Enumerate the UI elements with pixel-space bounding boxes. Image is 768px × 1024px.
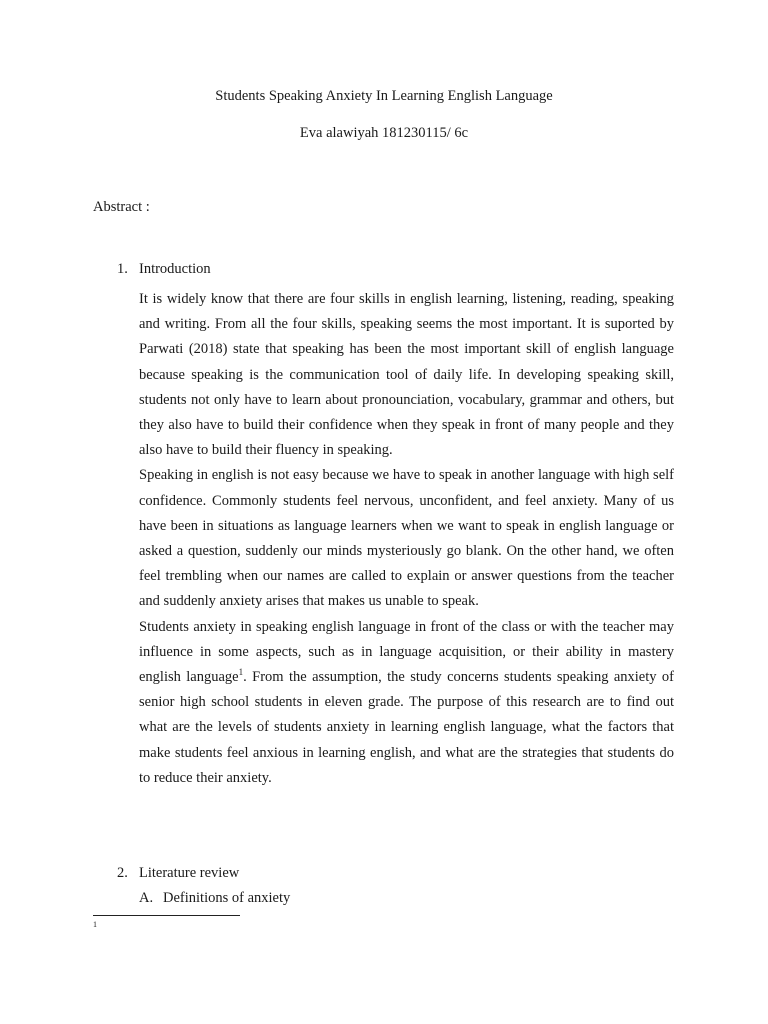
footnote-separator: [93, 915, 240, 916]
document-title: Students Speaking Anxiety In Learning English Language: [215, 88, 553, 104]
paragraph-text: Students anxiety in speaking english language in front of the class or with the teacher may influence in some aspects, such as in language acquisition, or their ability in mastery english language: [139, 618, 674, 686]
section-title: Literature review: [139, 865, 240, 881]
section-title: Introduction: [139, 261, 211, 277]
footnote-reference[interactable]: 1: [238, 667, 244, 678]
subsection-heading-definitions: [139, 890, 290, 907]
section-number: 2.: [117, 865, 128, 881]
paragraph: It is widely know that there are four skills in english learning, listening, reading, speaking and writing. From all the four skills, speaking seems the most important. It is suported by Parwati (2018) state that speaking has been the most important skill of english language because speaking is the communication tool of daily life. In developing speaking skill, students not only have to learn about pronounciation, vocabulary, grammar and others, but they also have to build their confidence when they speak in front of many people and they also have to build their fluency in speaking.: [139, 291, 674, 459]
paragraph-text: . From the assumption, the study concerns students speaking anxiety of senior high school students in eleven grade. The purpose of this research are to find out what are the levels of students anxiety in learning english language, what the factors that make students feel anxious in learning english, and what are the strategies that students do to reduce their anxiety.: [139, 669, 674, 786]
abstract-label: Abstract :: [93, 199, 150, 215]
introduction-body: [139, 287, 674, 791]
author-line: Eva alawiyah 181230115/ 6c: [299, 125, 469, 141]
section-number: 1.: [117, 261, 128, 277]
paragraph: Speaking in english is not easy because we have to speak in another language with high self confidence. Commonly students feel nervous, unconfident, and feel anxiety. Many of us have been in situations as language learners when we want to speak in english language or asked a question, suddenly our minds mysteriously go blank. On the other hand, we often feel trembling when our names are called to explain or answer questions from the teacher and suddenly anxiety arises that makes us unable to speak.: [139, 467, 674, 610]
paragraph: [139, 615, 674, 791]
footnote-marker: 1: [93, 920, 97, 929]
subsection-title: Definitions of anxiety: [163, 890, 291, 906]
subsection-letter: A.: [139, 890, 154, 906]
